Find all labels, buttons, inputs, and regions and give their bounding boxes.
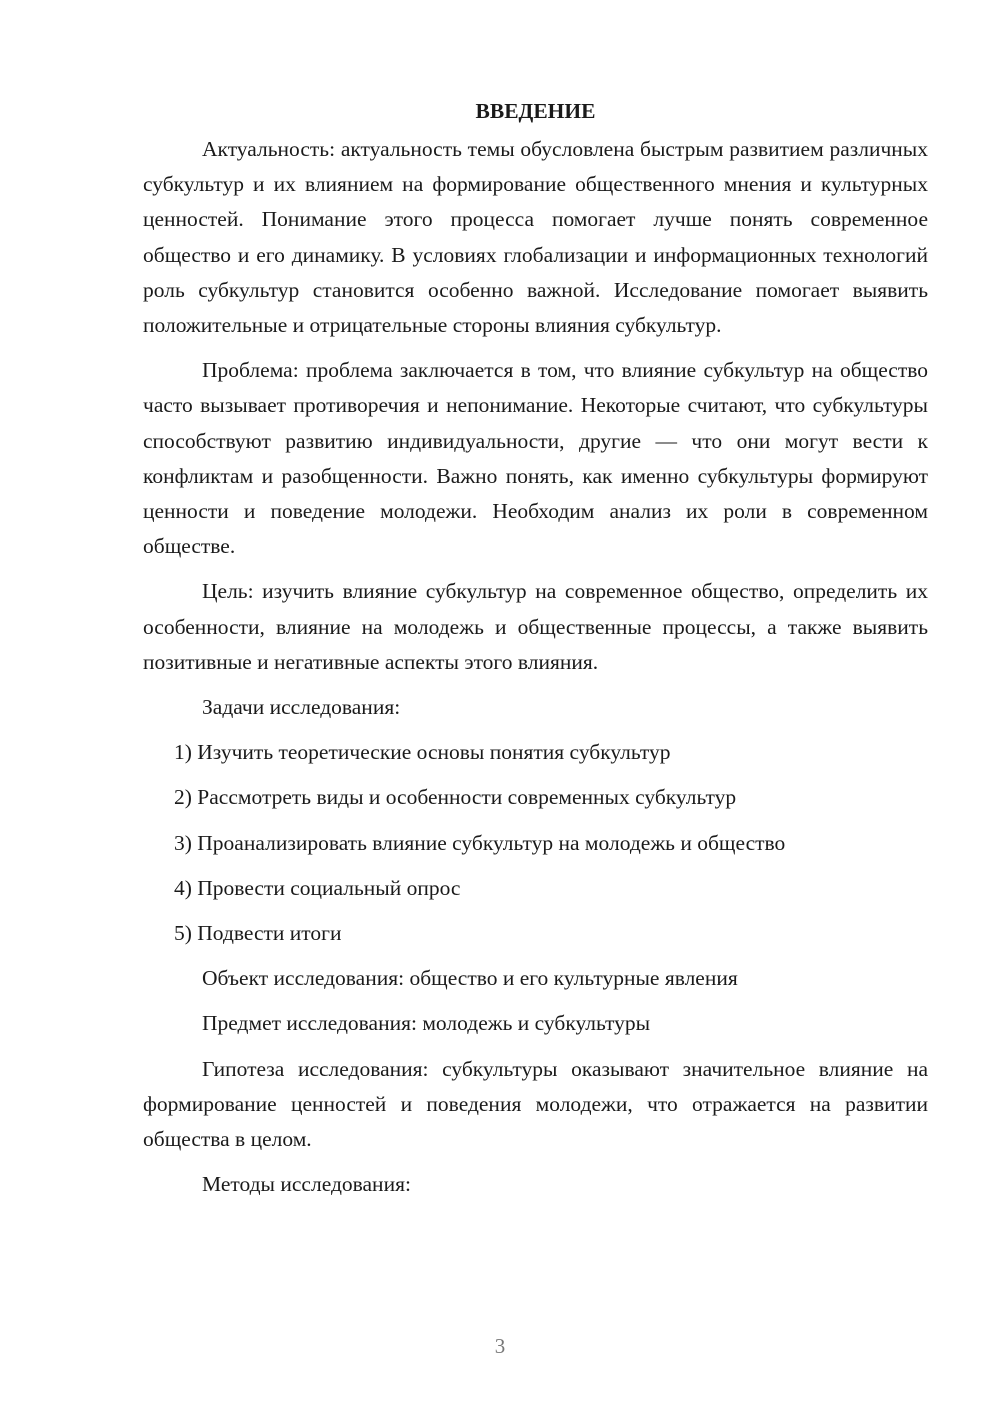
tasks-heading: Задачи исследования:: [202, 695, 401, 720]
problem-paragraph: Проблема: проблема заключается в том, что влияние субкультур на общество часто вызывает противоречия и непонимание. Некоторые считают, что субкультуры способствуют развитию индивидуальности, другие — что они могут вести к конфликтам и разобщенности. Важно понять, как именно субкультуры формируют ценности и поведение молодежи. Необходим анализ их роли в современном обществе.: [143, 358, 928, 559]
list-item: 3) Проанализировать влияние субкультур на молодежь и общество: [174, 830, 786, 855]
relevance-paragraph: Актуальность: актуальность темы обусловлена быстрым развитием различных субкультур и их влиянием на формирование общественного мнения и культурных ценностей. Понимание этого процесса помогает лучше понять современное общество и его динамику. В условиях глобализации и информационных технологий роль субкультур становится особенно важной. Исследование помогает выявить положительные и отрицательные стороны влияния субкультур.: [143, 137, 928, 338]
list-item: 1) Изучить теоретические основы понятия субкультур: [174, 740, 671, 765]
goal-paragraph: Цель: изучить влияние субкультур на современное общество, определить их особенности, влияние на молодежь и общественные процессы, а также выявить позитивные и негативные аспекты этого влияния.: [143, 579, 928, 674]
research-object: Объект исследования: общество и его культурные явления: [202, 966, 738, 991]
list-item: 2) Рассмотреть виды и особенности современных субкультур: [174, 785, 737, 810]
research-subject: Предмет исследования: молодежь и субкультуры: [202, 1011, 651, 1036]
list-item: 5) Подвести итоги: [174, 921, 342, 946]
list-item: 4) Провести социальный опрос: [174, 875, 461, 900]
page-number: 3: [494, 1334, 506, 1358]
document-page: [143, 96, 928, 1212]
hypothesis-paragraph: Гипотеза исследования: субкультуры оказывают значительное влияние на формирование ценностей и поведения молодежи, что отражается на развитии общества в целом.: [143, 1056, 928, 1152]
methods-heading: Методы исследования:: [202, 1172, 411, 1197]
page-title: ВВЕДЕНИЕ: [475, 99, 596, 123]
tasks-list: [143, 735, 928, 951]
